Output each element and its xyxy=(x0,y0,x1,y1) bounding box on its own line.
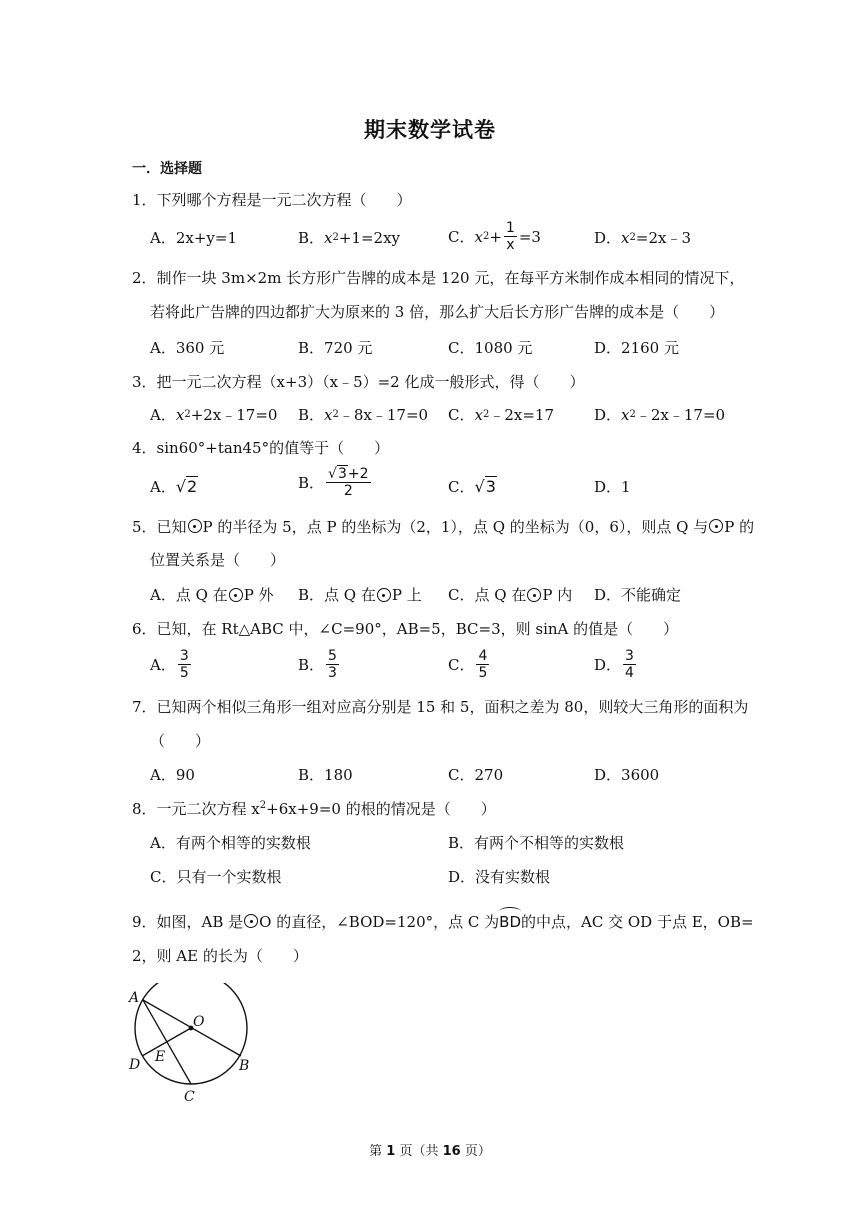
q2-option-c: C． 1080 元 xyxy=(448,339,533,357)
q8-option-c: C． 只有一个实数根 xyxy=(150,868,282,886)
q7-option-d: D． 3600 xyxy=(594,766,660,784)
fraction: $\frac{4}{5}$ xyxy=(478,648,488,681)
q6-option-d: D． $\frac{3}{4}$ xyxy=(594,648,634,681)
q1-option-a: A． 2x+y=1 xyxy=(150,229,238,247)
fraction: $\frac{3}{4}$ xyxy=(625,648,634,681)
q4-option-c: C． √3 xyxy=(448,477,496,496)
q3-option-d: D． x 2 ﹣2x﹣17=0 xyxy=(594,406,726,424)
page-title: 期末数学试卷 xyxy=(364,118,496,142)
q7-option-b: B． 180 xyxy=(298,766,353,784)
q8-option-a: A． 有两个相等的实数根 xyxy=(150,834,311,852)
q5-option-c: C． 点 Q 在 P 内 xyxy=(448,586,573,604)
question-7-stem-line2: （ ） xyxy=(150,732,211,750)
label-o: O xyxy=(193,1014,205,1030)
question-4-stem: 4．sin60°+tan45°的值等于（ ） xyxy=(132,439,390,457)
circle-dot-symbol xyxy=(188,519,202,533)
q3-option-c: C． x 2 ﹣2x=17 xyxy=(448,406,554,424)
q6-option-b: B． $\frac{5}{3}$ xyxy=(298,648,337,681)
label-e: E xyxy=(155,1049,166,1065)
q4-option-d: D． 1 xyxy=(594,478,631,496)
q4-option-b: B． $\frac{√3+2}{2}$ xyxy=(298,466,369,499)
q2-option-d: D． 2160 元 xyxy=(594,339,679,357)
page-footer: 第 1 页（共 16 页） xyxy=(369,1144,491,1159)
question-9-stem-line2: 2，则 AE 的长为（ ） xyxy=(132,947,308,965)
label-d: D xyxy=(129,1057,141,1073)
q6-option-c: C． $\frac{4}{5}$ xyxy=(448,648,488,681)
question-2-stem-line2: 若将此广告牌的四边都扩大为原来的 3 倍，那么扩大后长方形广告牌的成本是（ ） xyxy=(150,303,725,321)
question-6-stem: 6．已知，在 Rt△ABC 中，∠C=90°，AB=5，BC=3，则 sinA 的值是（ ） xyxy=(132,620,679,638)
circle-o xyxy=(135,983,250,1084)
question-7-stem-line1: 7．已知两个相似三角形一组对应高分别是 15 和 5，面积之差为 80，则较大三角形的面积为 xyxy=(132,698,749,716)
q8-option-d: D． 没有实数根 xyxy=(448,868,551,886)
q2-option-a: A． 360 元 xyxy=(150,339,225,357)
q7-option-a: A． 90 xyxy=(150,766,195,784)
q5-option-b: B． 点 Q 在 P 上 xyxy=(298,586,422,604)
question-5-stem-line1: 5．已知 P 的半径为 5，点 P 的坐标为（2，1），点 Q 的坐标为（0，6），则点 Q 与 P 的 xyxy=(132,518,755,536)
section-heading: 一．选择题 xyxy=(132,161,202,177)
label-a: A xyxy=(129,990,140,1006)
fraction: $\frac{√3+2}{2}$ xyxy=(328,466,369,499)
circle-dot-symbol xyxy=(377,588,391,602)
question-1-stem: 1．下列哪个方程是一元二次方程（ ） xyxy=(132,191,412,209)
circle-geometry-figure xyxy=(125,983,265,1103)
sqrt-expression: √2 xyxy=(175,477,198,496)
q3-option-b: B． x 2 ﹣8x﹣17=0 xyxy=(298,406,429,424)
circle-dot-symbol xyxy=(709,519,723,533)
q1-option-d: D． x 2 =2x﹣3 xyxy=(594,229,691,247)
question-5-stem-line2: 位置关系是（ ） xyxy=(150,551,286,569)
question-3-stem: 3．把一元二次方程（x+3）（x﹣5）=2 化成一般形式，得（ ） xyxy=(132,373,585,391)
q7-option-c: C． 270 xyxy=(448,766,504,784)
q4-option-a: A． √2 xyxy=(150,477,198,496)
circle-dot-symbol xyxy=(527,588,541,602)
segment-od xyxy=(142,1028,191,1056)
arc-symbol: BD xyxy=(499,908,521,932)
q5-option-a: A． 点 Q 在 P 外 xyxy=(150,586,274,604)
q3-option-a: A． x 2 +2x﹣17=0 xyxy=(150,406,278,424)
fraction: $\frac{1}{x}$ xyxy=(505,220,515,253)
sqrt-expression: √3 xyxy=(474,477,496,496)
q2-option-b: B． 720 元 xyxy=(298,339,373,357)
label-c: C xyxy=(184,1089,195,1103)
fraction: $\frac{3}{5}$ xyxy=(179,648,189,681)
q6-option-a: A． $\frac{3}{5}$ xyxy=(150,648,189,681)
question-9-stem-line1: 9．如图，AB 是 O 的直径，∠BOD=120°，点 C 为BD的中点，AC 交 OD 于点 E，OB= xyxy=(132,908,754,932)
q5-option-d: D． 不能确定 xyxy=(594,586,682,604)
q8-option-b: B． 有两个不相等的实数根 xyxy=(448,834,625,852)
q1-option-c: C． x 2 + $\frac{1}{x}$ =3 xyxy=(448,220,541,253)
circle-dot-symbol xyxy=(244,914,258,928)
circle-dot-symbol xyxy=(229,588,243,602)
question-2-stem-line1: 2．制作一块 3m×2m 长方形广告牌的成本是 120 元，在每平方米制作成本相同的情况下， xyxy=(132,269,745,287)
fraction: $\frac{5}{3}$ xyxy=(328,648,337,681)
q1-option-b: B． x 2 +1=2xy xyxy=(298,229,401,247)
question-8-stem: 8．一元二次方程 $x^2+6x+9=0$ 的根的情况是（ ） xyxy=(132,800,496,818)
label-b: B xyxy=(239,1058,250,1074)
